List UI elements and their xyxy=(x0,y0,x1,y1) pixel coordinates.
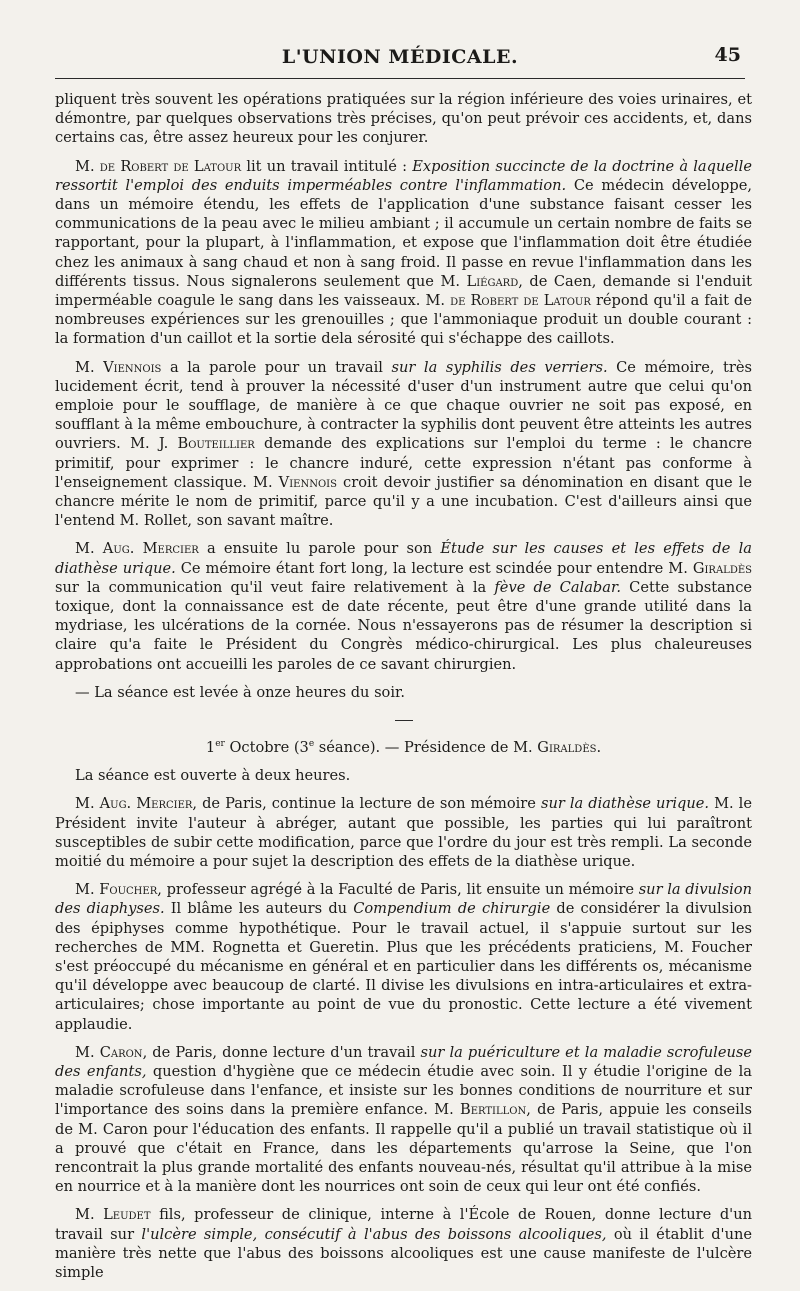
person-name: M. de Robert de Latour xyxy=(425,292,591,310)
paragraph: M. Aug. Mercier a ensuite lu parole pour son Étude sur les causes et les effets de la diathèse urique. Ce mémoire étant fort long, la lecture est scindée pour entendre M. Giraldès sur la communication qu'il veut faire relativement à la fève de Calabar. Cette substance toxique, dont la connaissance est de date récente, peut être d'une grande utilité dans la mydriase, les ulcérations de la cornée. Nous n'essayerons pas de résumer la description si claire qu'a faite le Président du Congrès médico-chirurgical. Les plus chaleureuses approbations ont accueilli les paroles de ce savant chirurgien. xyxy=(55,540,752,673)
person-name: M. Viennois xyxy=(75,358,162,376)
work-title: Exposition succincte de la doctrine à laquelle ressortit l'emploi des enduits imperméables contre l'inflammation. xyxy=(55,157,752,194)
running-title: L'UNION MÉDICALE. xyxy=(281,46,519,68)
work-title: sur la diathèse urique. xyxy=(540,795,710,813)
session-heading: 1er Octobre (3e séance). — Présidence de M. Giraldès. xyxy=(205,738,602,756)
paragraph: La séance est ouverte à deux heures. xyxy=(75,767,351,785)
person-name: M. Aug. Mercier xyxy=(75,540,199,558)
work-title: sur la syphilis des verriers. xyxy=(391,358,608,376)
paragraph: M. de Robert de Latour lit un travail intitulé : Exposition succincte de la doctrine à laquelle ressortit l'emploi des enduits imperméables contre l'inflammation. Ce médecin développe, dans un mémoire étendu, les effets de l'application d'une substance faisant cesser les communications de la peau avec le milieu ambiant ; il accumule un certain nombre de faits se rapportant, pour la plupart, à l'inflammation, et expose que l'inflammation doit être étudiée chez les animaux à sang chaud et non à sang froid. Il passe en revue l'inflammation dans les différents tissus. Nous signalerons seulement que M. Liégard, de Caen, demande si l'enduit imperméable coagule le sang dans les vaisseaux. M. de Robert de Latour répond qu'il a fait de nombreuses expériences sur les grenouilles ; que l'ammoniaque produit un double courant : la formation d'un caillot et la sortie dela sérosité qui s'échappe des caillots. xyxy=(55,157,753,348)
person-name: M. Aug. Mercier xyxy=(75,795,193,813)
page-number: 45 xyxy=(714,44,741,66)
section-separator xyxy=(395,720,413,721)
paragraph: — La séance est levée à onze heures du soir. xyxy=(75,683,406,701)
person-name: M. Liégard xyxy=(440,272,519,290)
work-title: sur la divulsion des diaphyses. xyxy=(55,881,752,918)
work-title: Étude sur les causes et les effets de la diathèse urique. xyxy=(55,540,752,577)
paragraph: M. Leudet fils, professeur de clinique, interne à l'École de Rouen, donne lecture d'un travail sur l'ulcère simple, consécutif à l'abus des boissons alcooliques, où il établit d'une manière très nette que l'abus des boissons alcooliques est une cause manifeste de l'ulcère simple xyxy=(55,1206,753,1282)
work-title: fève de Calabar. xyxy=(494,578,621,596)
person-name: M. Caron xyxy=(75,1043,143,1061)
page-header xyxy=(55,38,745,78)
article-body xyxy=(55,90,752,1291)
paragraph: M. Aug. Mercier, de Paris, continue la lecture de son mémoire sur la diathèse urique. M. le Président invite l'auteur à abréger, autant que possible, les parties qui lui paraîtront susceptibles de subir cette modification, parce que l'ordre du jour est très rempli. La seconde moitié du mémoire a pour sujet la description des effets de la diathèse urique. xyxy=(55,795,752,870)
person-name: M. de Robert de Latour xyxy=(75,157,242,175)
paragraph: M. Viennois a la parole pour un travail sur la syphilis des verriers. Ce mémoire, très lucidement écrit, tend à prouver la nécessité d'user d'un instrument autre que celui qu'on emploie pour le soufflage, de manière à ce que chaque ouvrier ne soit pas exposé, en soufflant à la même embouchure, à contracter la syphilis dont peuvent être atteints les autres ouvriers. M. J. Bouteillier demande des explications sur l'emploi du terme : le chancre primitif, pour exprimer : le chancre induré, cette expression n'étant pas conforme à l'enseignement classique. M. Viennois croit devoir justifier sa dénomination en disant que le chancre mérite le nom de primitif, parce qu'il y a une incubation. C'est d'ailleurs ainsi que l'entend M. Rollet, son savant maître. xyxy=(55,358,753,530)
work-title: sur la puériculture et la maladie scrofuleuse des enfants, xyxy=(55,1043,752,1080)
person-name: M. Viennois xyxy=(253,473,337,491)
work-title: l'ulcère simple, consécutif à l'abus des boissons alcooliques, xyxy=(141,1225,607,1243)
paragraph: M. Foucher, professeur agrégé à la Faculté de Paris, lit ensuite un mémoire sur la divulsion des diaphyses. Il blâme les auteurs du Compendium de chirurgie de considérer la divulsion des épiphyses comme hypothétique. Pour le travail actuel, il s'appuie surtout sur les recherches de MM. Rognetta et Gueretin. Plus que les précédents praticiens, M. Foucher s'est préoccupé du mécanisme en général et en particulier dans les différents os, mécanisme qu'il développe avec beaucoup de clarté. Il divise les divulsions en intra-articulaires et extra-articulaires; chose importante au point de vue du pronostic. Cette lecture a été vivement applaudie. xyxy=(55,881,752,1033)
work-title: Compendium de chirurgie xyxy=(353,900,551,918)
paragraph: pliquent très souvent les opérations pratiquées sur la région inférieure des voies urinaires, et démontre, par quelques observations très précises, qu'on peut prévoir ces accidents, et, dans certains cas, être assez heureux pour les conjurer. xyxy=(55,91,752,147)
person-name: M. Foucher xyxy=(75,881,158,899)
header-rule xyxy=(55,78,745,79)
person-name: M. Giraldès. xyxy=(513,738,602,756)
person-name: M. Bertillon xyxy=(434,1101,527,1119)
paragraph: M. Caron, de Paris, donne lecture d'un travail sur la puériculture et la maladie scrofuleuse des enfants, question d'hygiène que ce médecin étudie avec soin. Il y étudie l'origine de la maladie scrofuleuse dans l'enfance, et insiste sur les bonnes conditions de nourriture et sur l'importance des soins dans la première enfance. M. Bertillon, de Paris, appuie les conseils de M. Caron pour l'éducation des enfants. Il rappelle qu'il a publié un travail statistique où il a prouvé que c'était en France, dans les départements qu'arrose la Seine, que l'on rencontrait la plus grande mortalité des enfants nouveau-nés, résultat qu'il attribue à la mise en nourrice et à la manière dont les nourrices ont soin de ceux qui leur ont été confiés. xyxy=(55,1043,752,1196)
person-name: M. Leudet xyxy=(75,1206,151,1224)
person-name: M. J. Bouteillier xyxy=(130,435,255,453)
person-name: M. Giraldès xyxy=(668,559,752,577)
